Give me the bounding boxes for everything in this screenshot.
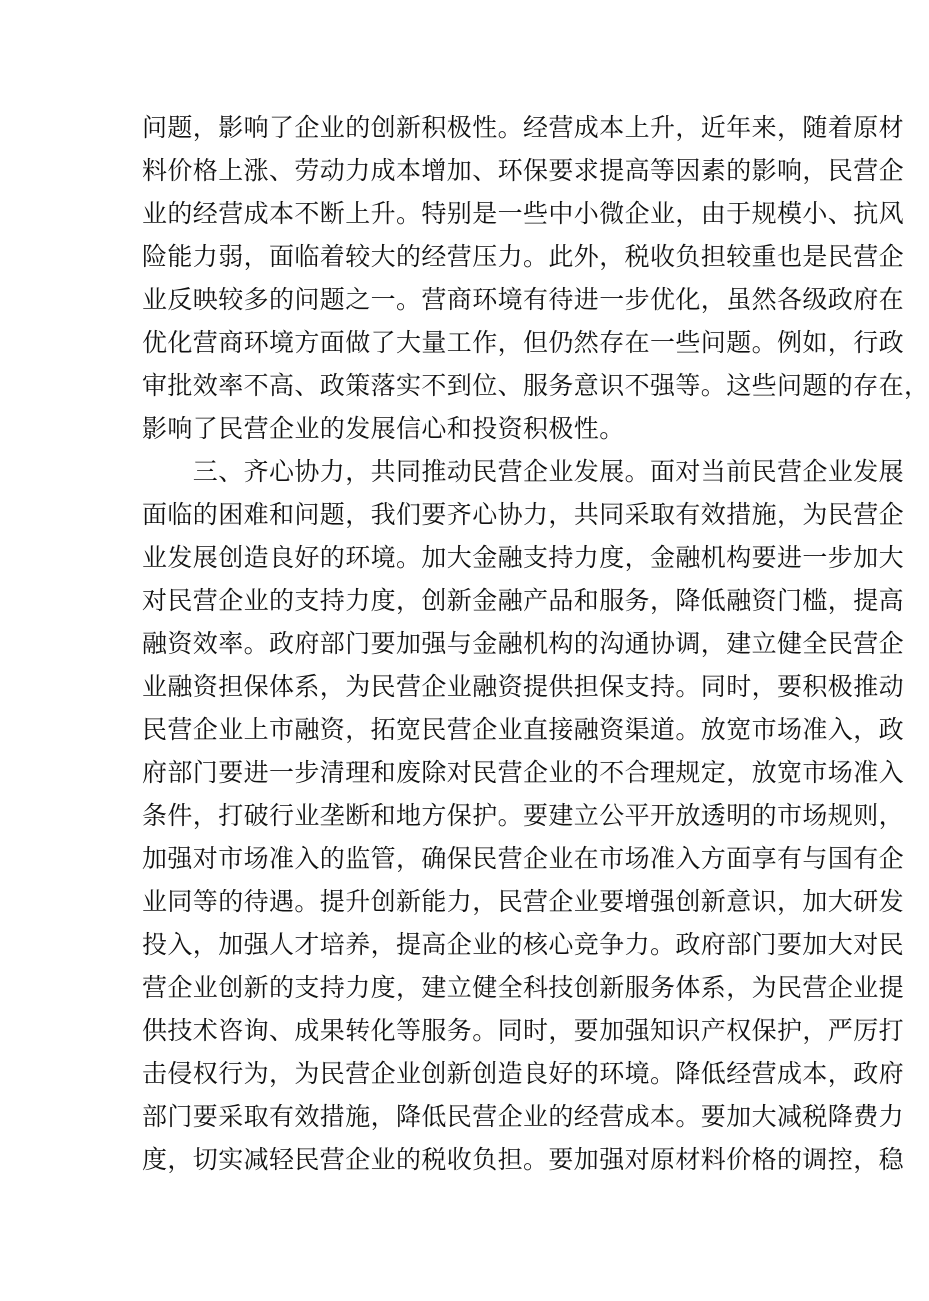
- text-line: 投入，加强人才培养，提高企业的核心竞争力。政府部门要加大对民: [142, 930, 905, 959]
- text-line: 府部门要进一步清理和废除对民营企业的不合理规定，放宽市场准入: [142, 758, 905, 787]
- text-line: 审批效率不高、政策落实不到位、服务意识不强等。这些问题的存在，: [142, 371, 929, 400]
- text-line: 业发展创造良好的环境。加大金融支持力度，金融机构要进一步加大: [142, 543, 905, 572]
- text-line: 部门要采取有效措施，降低民营企业的经营成本。要加大减税降费力: [142, 1102, 905, 1131]
- text-line: 面临的困难和问题，我们要齐心协力，共同采取有效措施，为民营企: [142, 500, 905, 529]
- section-heading-line: 三、齐心协力，共同推动民营企业发展。面对当前民营企业发展: [142, 457, 905, 486]
- text-line: 业同等的待遇。提升创新能力，民营企业要增强创新意识，加大研发: [142, 887, 905, 916]
- text-line: 问题，影响了企业的创新积极性。经营成本上升，近年来，随着原材: [142, 113, 905, 142]
- text-line: 加强对市场准入的监管，确保民营企业在市场准入方面享有与国有企: [142, 844, 905, 873]
- text-line: 料价格上涨、劳动力成本增加、环保要求提高等因素的影响，民营企: [142, 156, 905, 185]
- text-line: 条件，打破行业垄断和地方保护。要建立公平开放透明的市场规则，: [142, 801, 905, 830]
- text-line: 融资效率。政府部门要加强与金融机构的沟通协调，建立健全民营企: [142, 629, 905, 658]
- text-line: 击侵权行为，为民营企业创新创造良好的环境。降低经营成本，政府: [142, 1059, 905, 1088]
- text-line: 业的经营成本不断上升。特别是一些中小微企业，由于规模小、抗风: [142, 199, 905, 228]
- text-line: 优化营商环境方面做了大量工作，但仍然存在一些问题。例如，行政: [142, 328, 905, 357]
- text-line: 对民营企业的支持力度，创新金融产品和服务，降低融资门槛，提高: [142, 586, 905, 615]
- text-line: 民营企业上市融资，拓宽民营企业直接融资渠道。放宽市场准入，政: [142, 715, 905, 744]
- text-line: 度，切实减轻民营企业的税收负担。要加强对原材料价格的调控，稳: [142, 1145, 905, 1174]
- text-line: 业融资担保体系，为民营企业融资提供担保支持。同时，要积极推动: [142, 672, 905, 701]
- text-line: 影响了民营企业的发展信心和投资积极性。: [142, 414, 625, 443]
- text-line: 业反映较多的问题之一。营商环境有待进一步优化，虽然各级政府在: [142, 285, 905, 314]
- text-line: 营企业创新的支持力度，建立健全科技创新服务体系，为民营企业提: [142, 973, 905, 1002]
- text-line: 险能力弱，面临着较大的经营压力。此外，税收负担较重也是民营企: [142, 242, 905, 271]
- text-line: 供技术咨询、成果转化等服务。同时，要加强知识产权保护，严厉打: [142, 1016, 905, 1045]
- body-text: [142, 106, 929, 1181]
